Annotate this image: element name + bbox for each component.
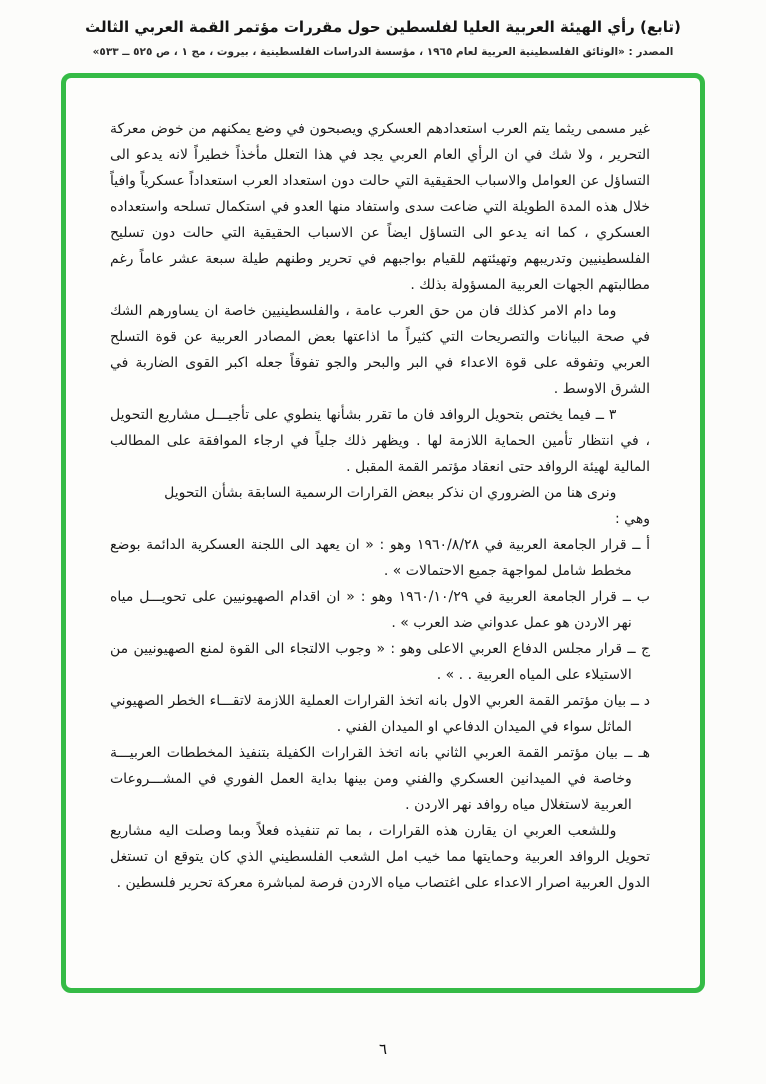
paragraph-point-3: ٣ ــ فيما يختص بتحويل الروافد فان ما تقرر بشأنها ينطوي على تأجيـــل مشاريع التحويل ، في انتظار تأمين الحماية اللازمة لها . ويظهر ذلك جلياً في ارجاء الموافقة على المطالب المالية لهيئة الروافد حتى انعقاد مؤتمر القمة المقبل . <box>110 406 650 475</box>
document-header <box>0 0 766 58</box>
paragraph: وما دام الامر كذلك فان من حق العرب عامة ، والفلسطينيين خاصة ان يساورهم الشك في صحة البيانات والتصريحات التي كثيراً ما اذاعتها بعض المصادر العربية عن قوة التسلح العربي وتفوقه على قوة الاعداء في البر والبحر والجو تفوقاً جعله اكبر القوى الضاربة في الشرق الاوسط . <box>110 302 650 397</box>
source-citation: المصدر : «الوثائق الفلسطينية العربية لعام ١٩٦٥ ، مؤسسة الدراسات الفلسطينية ، بيروت ، مج ١ ، ص ٥٢٥ ــ ٥٣٣» <box>92 45 674 58</box>
list-item-dal: د ــ بيان مؤتمر القمة العربي الاول بانه اتخذ القرارات العملية اللازمة لاتقـــاء الخطر الصهيوني الماثل سواء في الميدان الدفاعي او الميدان الفني . <box>110 692 650 735</box>
list-item-ba: ب ــ قرار الجامعة العربية في ١٩٦٠/١٠/٢٩ وهو : « ان اقدام الصهيونيين على تحويـــل مياه نهر الاردن هو عمل عدواني ضد العرب » . <box>110 588 650 631</box>
page-number: ٦ <box>378 1040 388 1058</box>
list-item-ha: هـ ــ بيان مؤتمر القمة العربي الثاني بانه اتخذ القرارات الكفيلة بتنفيذ المخططات العربيـــة وخاصة في الميدانين العسكري والفني ومن بينها بداية العمل الفوري في المشـــروعات العربية لاستغلال مياه روافد نهر الاردن . <box>110 744 650 813</box>
list-item-alef: أ ــ قرار الجامعة العربية في ١٩٦٠/٨/٢٨ وهو : « ان يعهد الى اللجنة العسكرية الدائمة بوضع مخطط شامل لمواجهة جميع الاحتمالات » . <box>110 536 651 579</box>
content-frame <box>61 73 705 993</box>
paragraph-list-lead: وهي : <box>615 510 650 527</box>
document-title: (تابع) رأي الهيئة العربية العليا لفلسطين حول مقررات مؤتمر القمة العربي الثالث <box>85 18 681 36</box>
paragraph-closing: وللشعب العربي ان يقارن هذه القرارات ، بما تم تنفيذه فعلاً وبما وصلت اليه مشاريع تحويل الروافد العربية وحمايتها مما خيب امل الشعب الفلسطيني الذي كان يتوقع ان تستغل الدول العربية اصرار الاعداء على اغتصاب مياه الاردن فرصة لمباشرة معركة تحرير فلسطين . <box>110 822 650 891</box>
paragraph-continuation: غير مسمى ريثما يتم العرب استعدادهم العسكري ويصبحون في وضع يمكنهم من خوض معركة التحرير ، ولا شك في ان الرأي العام العربي يجد في هذا التعلل مأخذاً خطيراً لانه يدعو الى التساؤل عن العوامل والاسباب الحقيقية التي حالت دون استعداد العرب استعداداً عسكرياً وافياً خلال هذه المدة الطويلة التي ضاعت سدى واستفاد منها العدو في استكمال تسلحه واستعداده العسكري ، كما انه يدعو الى التساؤل ايضاً عن الاسباب الحقيقية التي حالت دون تسليح الفلسطينيين وتدريبهم وتهيئتهم للقيام بواجبهم في تحرير وطنهم طيلة سبعة عشر عاماً رغم مطالبتهم الجهات العربية المسؤولة بذلك . <box>110 120 650 293</box>
list-item-jim: ج ــ قرار مجلس الدفاع العربي الاعلى وهو : « وجوب الالتجاء الى القوة لمنع الصهيونيين من الاستيلاء على المياه العربية . . » . <box>110 640 650 683</box>
paragraph-list-intro: ونرى هنا من الضروري ان نذكر ببعض القرارات الرسمية السابقة بشأن التحويل <box>164 484 617 501</box>
